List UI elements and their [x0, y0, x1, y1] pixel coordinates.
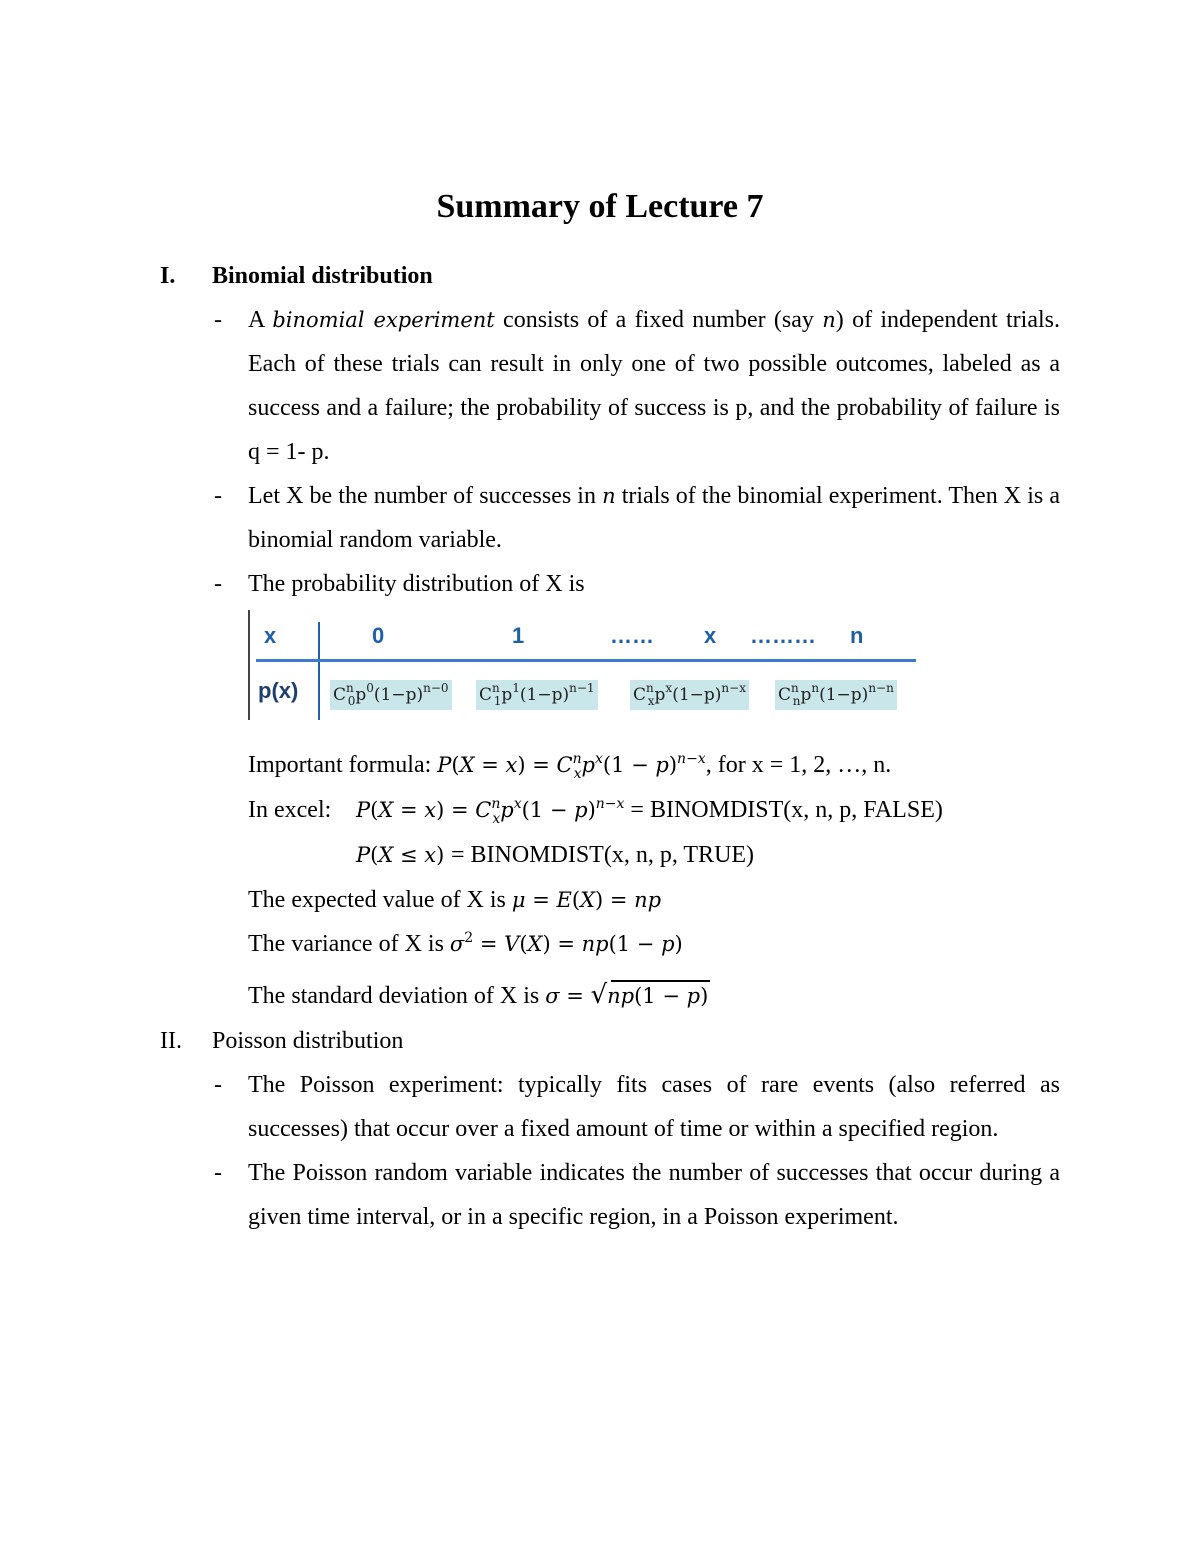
cell-part: n−n	[868, 681, 894, 695]
text-run: consists of a fixed number (say	[494, 307, 823, 333]
cell-part: C	[333, 685, 347, 705]
section-2-title: Poisson distribution	[212, 1028, 404, 1054]
poisson-experiment-paragraph: The Poisson experiment: typically fits cases of rare events (also referred as successes) that occur over a fixed amount of time or within a specified region.	[248, 1072, 1060, 1142]
bullet-dash: -	[214, 571, 222, 597]
cell-part: n−0	[423, 681, 449, 695]
text-run: Let X be the number of successes in	[248, 483, 603, 509]
cell-part: x	[647, 694, 655, 708]
square-root-expression: √np(1 − p)	[590, 980, 709, 1010]
table-left-border	[248, 610, 250, 720]
excel-pdf-formula: $P(X = x) = C^n_xp^x(1 - p)^{n-x}$ = BINOMDIST(x, n, p, FALSE)	[356, 796, 943, 827]
table-px-cell: $C^n_1p^1(1-p)^{n-1}$	[476, 680, 598, 710]
text-run: A	[248, 307, 273, 333]
standard-deviation-label: The standard deviation of X is	[248, 983, 546, 1009]
variance-label: The variance of X is	[248, 931, 450, 957]
cell-part: 1	[512, 681, 520, 695]
probability-distribution-intro: The probability distribution of X is	[248, 571, 585, 597]
page-title: Summary of Lecture 7	[436, 188, 764, 225]
table-header-rule	[256, 659, 916, 662]
variable-n: n	[602, 484, 616, 508]
text-run: trials of the binomial experiment. Then X is a binomial random variable.	[248, 483, 1061, 553]
excel-pdf-function: = BINOMDIST(x, n, p, FALSE)	[630, 797, 943, 823]
cell-part: n	[492, 681, 500, 695]
table-header-cell: 0	[372, 623, 385, 648]
binomial-random-variable-paragraph	[248, 474, 1060, 562]
excel-label: In excel:	[248, 797, 332, 823]
table-header-cell: ………	[750, 623, 816, 648]
variable-n: n	[822, 308, 836, 332]
cell-part: n−x	[721, 681, 746, 695]
table-px-cell: $C^n_0p^0(1-p)^{n-0}$	[330, 680, 452, 710]
excel-cdf-function: = BINOMDIST(x, n, p, TRUE)	[450, 842, 755, 868]
binomial-experiment-term: binomial experiment	[272, 308, 495, 332]
table-header-cell: n	[850, 623, 864, 648]
bullet-dash: -	[214, 1160, 222, 1186]
standard-deviation-line: The standard deviation of X is σ = √np(1 − p)	[248, 980, 709, 1010]
table-header-cell: ……	[610, 623, 654, 648]
cell-part: C	[778, 685, 792, 705]
table-header-cell: x	[704, 623, 717, 648]
poisson-random-variable-paragraph: The Poisson random variable indicates the number of successes that occur during a given time interval, or in a specific region, in a Poisson experiment.	[248, 1160, 1060, 1230]
probability-distribution-table	[248, 610, 918, 735]
formula-tail: , for x = 1, 2, …, n.	[705, 752, 892, 778]
cell-part: n−1	[569, 681, 595, 695]
table-column-divider	[318, 622, 320, 720]
binomial-experiment-paragraph	[248, 298, 1060, 474]
important-formula-line: Important formula: $P(X = x) = C^n_xp^x(1 - p)^{n-x}$, for x = 1, 2, …, n.	[248, 751, 892, 782]
excel-cdf-formula: P(X ≤ x) = BINOMDIST(x, n, p, TRUE)	[356, 842, 755, 868]
cell-part: n	[792, 694, 801, 708]
cell-part: 0	[347, 694, 356, 708]
table-px-cell: $C^n_np^n(1-p)^{n-n}$	[775, 680, 897, 710]
table-px-cell: $C^n_xp^x(1-p)^{n-x}$	[630, 680, 749, 710]
cell-part: 1	[493, 694, 502, 708]
section-1-title: Binomial distribution	[212, 263, 433, 289]
formula-label: Important formula:	[248, 752, 438, 778]
expected-value-line: The expected value of X is μ = E(X) = np	[248, 887, 662, 913]
cell-part: n	[346, 681, 354, 695]
cell-part: x	[665, 681, 673, 695]
bullet-dash: -	[214, 307, 222, 333]
bullet-dash: -	[214, 1072, 222, 1098]
cell-part: C	[479, 685, 493, 705]
cell-part: 0	[366, 681, 374, 695]
section-1-number: I.	[160, 263, 176, 289]
cell-part: C	[633, 685, 647, 705]
cell-part: n	[646, 681, 654, 695]
section-2-number: II.	[160, 1028, 182, 1054]
variance-line: The variance of X is $\sigma^2 = V(X) = np(1 - p)$	[248, 930, 683, 957]
table-px-label: p(x)	[258, 678, 299, 703]
table-header-cell: 1	[512, 623, 525, 648]
text-run: ) of independent trials. Each of these trials can result in only one of two possible outcomes, labeled as a success and a failure; the probability of success is p, and the probability of failure is q = 1- p.	[248, 307, 1060, 465]
table-x-label: x	[264, 623, 277, 648]
cell-part: n	[791, 681, 799, 695]
bullet-dash: -	[214, 483, 222, 509]
expected-value-label: The expected value of X is	[248, 887, 512, 913]
cell-part: n	[811, 681, 820, 695]
